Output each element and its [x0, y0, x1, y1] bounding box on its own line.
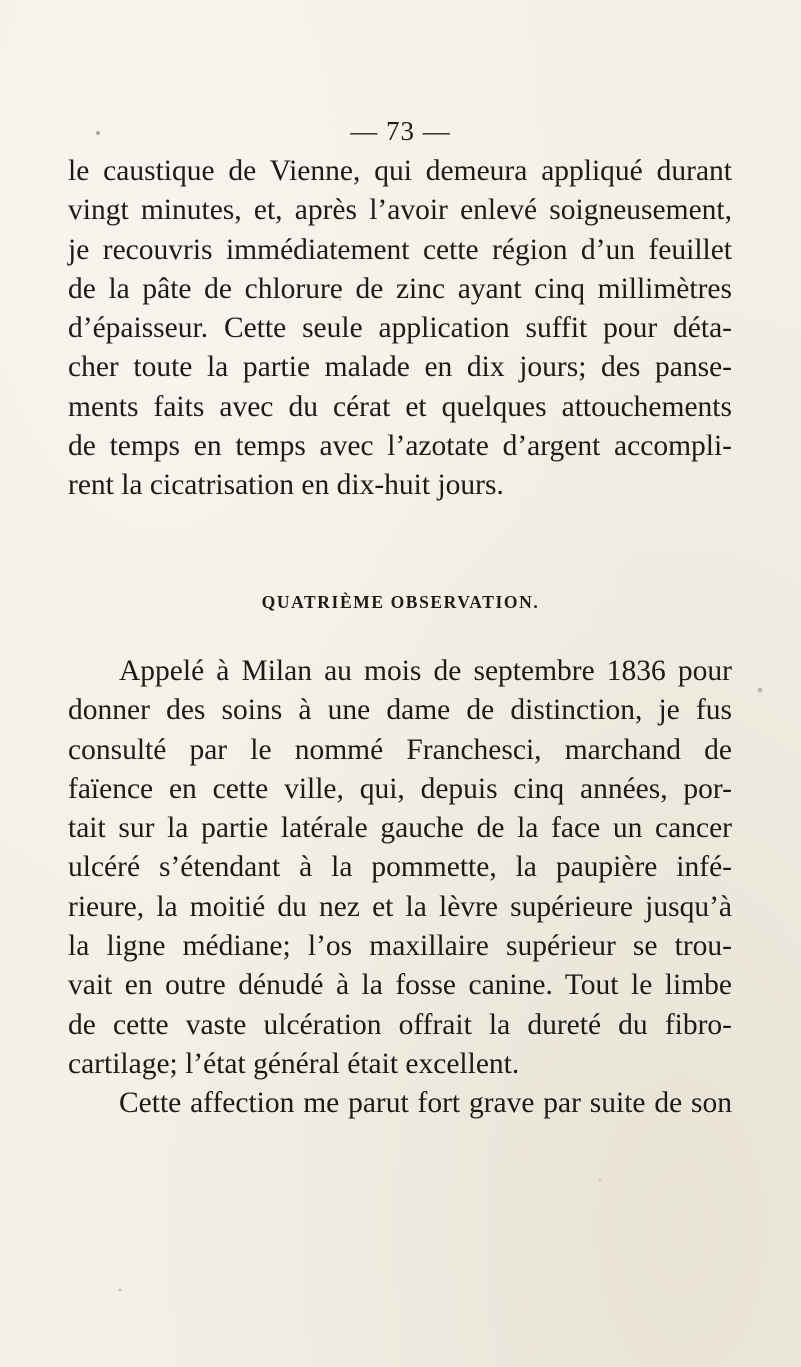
text-line: rieure, la moitié du nez et la lèvre supérieure jusqu’à: [68, 890, 732, 923]
text-line: ulcéré s’étendant à la pommette, la paupière infé-: [68, 851, 732, 884]
text-line: faïence en cette ville, qui, depuis cinq années, por-: [68, 772, 732, 805]
text-line: consulté par le nommé Franchesci, marchand de: [68, 733, 732, 766]
text-line: cartilage; l’état général était excellent.: [68, 1047, 520, 1080]
text-line: vingt minutes, et, après l’avoir enlevé soigneusement,: [68, 194, 732, 227]
text-line: ments faits avec du cérat et quelques attouchements: [68, 390, 732, 423]
paragraph-continuation: [68, 152, 732, 506]
text-line: rent la cicatrisation en dix-huit jours.: [68, 469, 504, 502]
text-line: de temps en temps avec l’azotate d’argent accompli-: [68, 430, 732, 463]
section-heading: QUATRIÈME OBSERVATION.: [261, 592, 540, 612]
page-number: — 73 —: [350, 116, 451, 146]
text-line: tait sur la partie latérale gauche de la face un cancer: [68, 812, 732, 845]
text-line: de la pâte de chlorure de zinc ayant cinq millimètres: [68, 272, 732, 305]
text-line: le caustique de Vienne, qui demeura appliqué durant: [68, 155, 732, 187]
text-line: je recouvris immédiatement cette région d’un feuillet: [68, 233, 732, 266]
text-line: Appelé à Milan au mois de septembre 1836 pour: [119, 655, 732, 687]
text-line: la ligne médiane; l’os maxillaire supérieur se trou-: [68, 930, 732, 963]
paragraph-observation: [68, 652, 732, 1124]
text-line: d’épaisseur. Cette seule application suffit pour déta-: [68, 312, 732, 345]
text-line: Cette affection me parut fort grave par suite de son: [119, 1087, 732, 1120]
text-line: cher toute la partie malade en dix jours; des panse-: [68, 351, 732, 384]
text-line: donner des soins à une dame de distinction, je fus: [68, 694, 732, 727]
text-line: de cette vaste ulcération offrait la dureté du fibro-: [68, 1008, 732, 1041]
text-line: vait en outre dénudé à la fosse canine. Tout le limbe: [68, 969, 732, 1002]
